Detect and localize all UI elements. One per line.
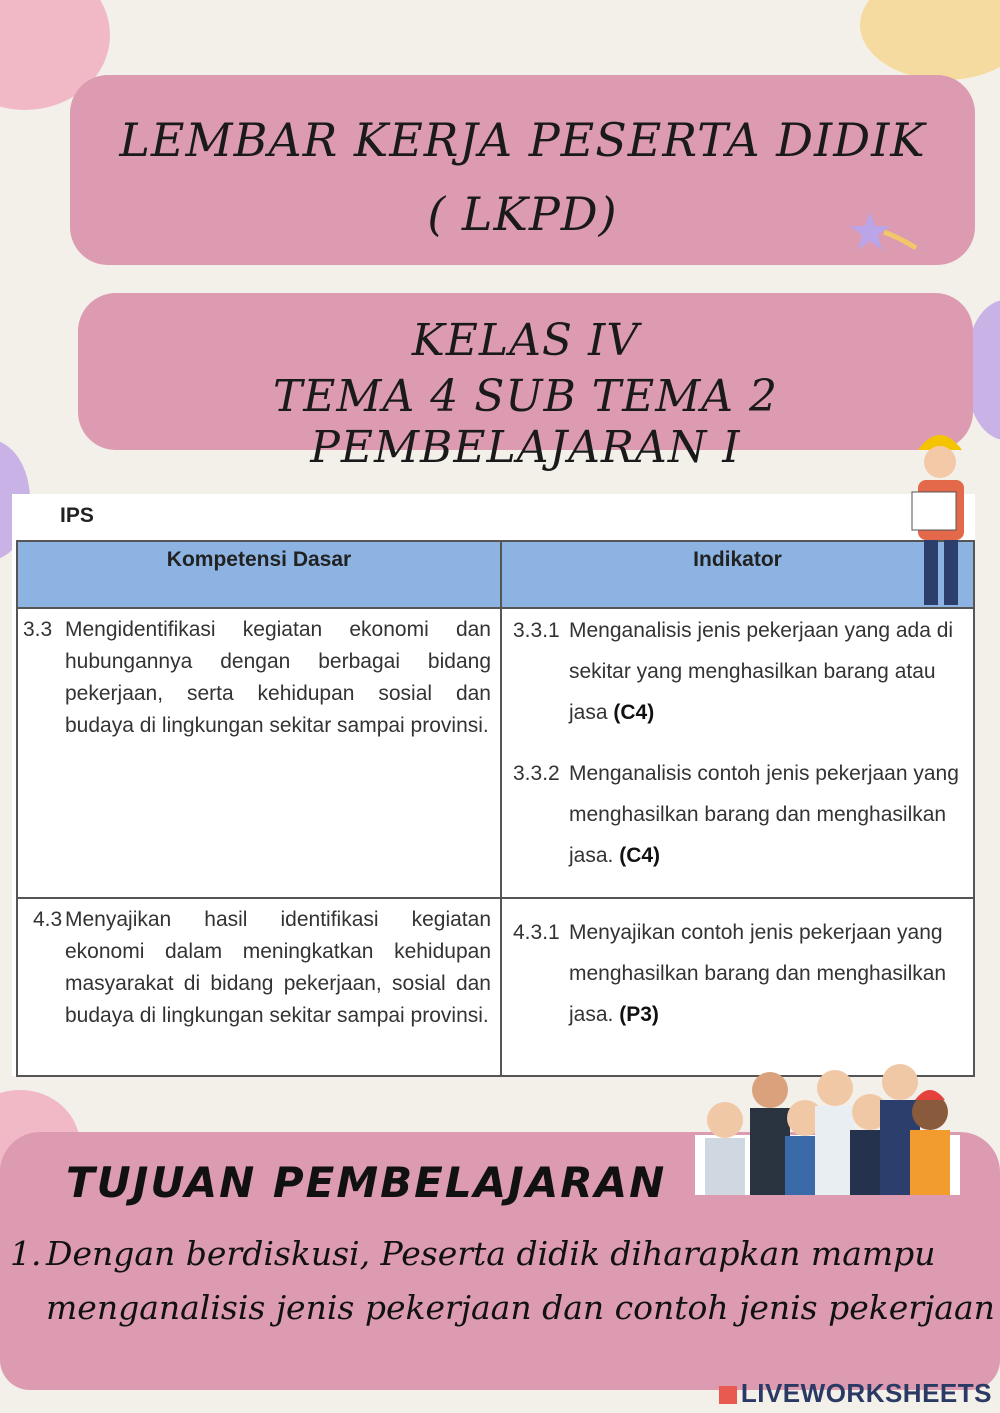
kd-text: Menyajikan hasil identifikasi kegiatan ekonomi dalam meningkatkan kehidupan masyarakat di bidang pekerjaan, sosial dan budaya di lingkungan sekitar sampai provinsi.	[65, 908, 491, 1027]
indicator-tag: (C4)	[619, 844, 661, 867]
title-line-2: ( LKPD)	[427, 187, 618, 241]
header-kompetensi-dasar: Kompetensi Dasar	[17, 541, 501, 608]
footer-brand-text: LIVEWORKSHEETS	[740, 1378, 992, 1408]
star-icon	[848, 208, 918, 258]
indicator-cell	[501, 608, 974, 898]
competency-table-card	[12, 494, 975, 1076]
competency-table	[16, 540, 975, 1077]
indicator-number: 4.3.1	[513, 921, 560, 944]
table-header-row	[17, 541, 974, 608]
indicator-number: 3.3.1	[513, 619, 560, 642]
footer-brand	[719, 1378, 992, 1409]
goal-item-line-1: Dengan berdiskusi, Peserta didik diharapkan mampu	[46, 1234, 936, 1273]
kd-cell	[17, 608, 501, 898]
kd-text: Mengidentifikasi kegiatan ekonomi dan hubungannya dengan berbagai bidang pekerjaan, serta kehidupan sosial dan budaya di lingkungan sekitar sampai provinsi.	[65, 618, 491, 737]
indicator-text: Menganalisis jenis pekerjaan yang ada di sekitar yang menghasilkan barang atau jasa	[569, 619, 954, 724]
goal-item-number: 1.	[10, 1234, 42, 1273]
class-line-2: TEMA 4 SUB TEMA 2 PEMBELAJARAN I	[272, 371, 779, 473]
goal-item-line-2: menganalisis jenis pekerjaan dan contoh jenis pekerjaan	[46, 1288, 995, 1327]
table-row	[17, 608, 974, 898]
indicator-text: Menganalisis contoh jenis pekerjaan yang menghasilkan barang dan menghasilkan jasa.	[569, 762, 959, 867]
engineer-illustration	[900, 420, 980, 615]
kd-number: 4.3	[33, 908, 63, 931]
learning-goals-heading: TUJUAN PEMBELAJARAN	[66, 1158, 667, 1207]
title-banner	[70, 75, 975, 265]
subject-label: IPS	[60, 504, 94, 527]
title-line-1: LEMBAR KERJA PESERTA DIDIK	[119, 113, 926, 167]
indicator-text: Menyajikan contoh jenis pekerjaan yang menghasilkan barang dan menghasilkan jasa.	[569, 921, 947, 1026]
class-line-1: KELAS IV	[411, 315, 640, 366]
kd-cell	[17, 898, 501, 1076]
indicator-tag: (C4)	[613, 701, 655, 724]
class-banner	[78, 293, 973, 473]
header-indikator: Indikator	[501, 541, 974, 608]
liveworksheets-logo-icon	[719, 1386, 737, 1404]
indicator-number: 3.3.2	[513, 762, 560, 785]
decor-blob-top-right	[860, 0, 1000, 80]
kd-number: 3.3	[23, 618, 53, 641]
indicator-tag: (P3)	[619, 1003, 659, 1026]
workers-group-illustration	[695, 1050, 960, 1195]
